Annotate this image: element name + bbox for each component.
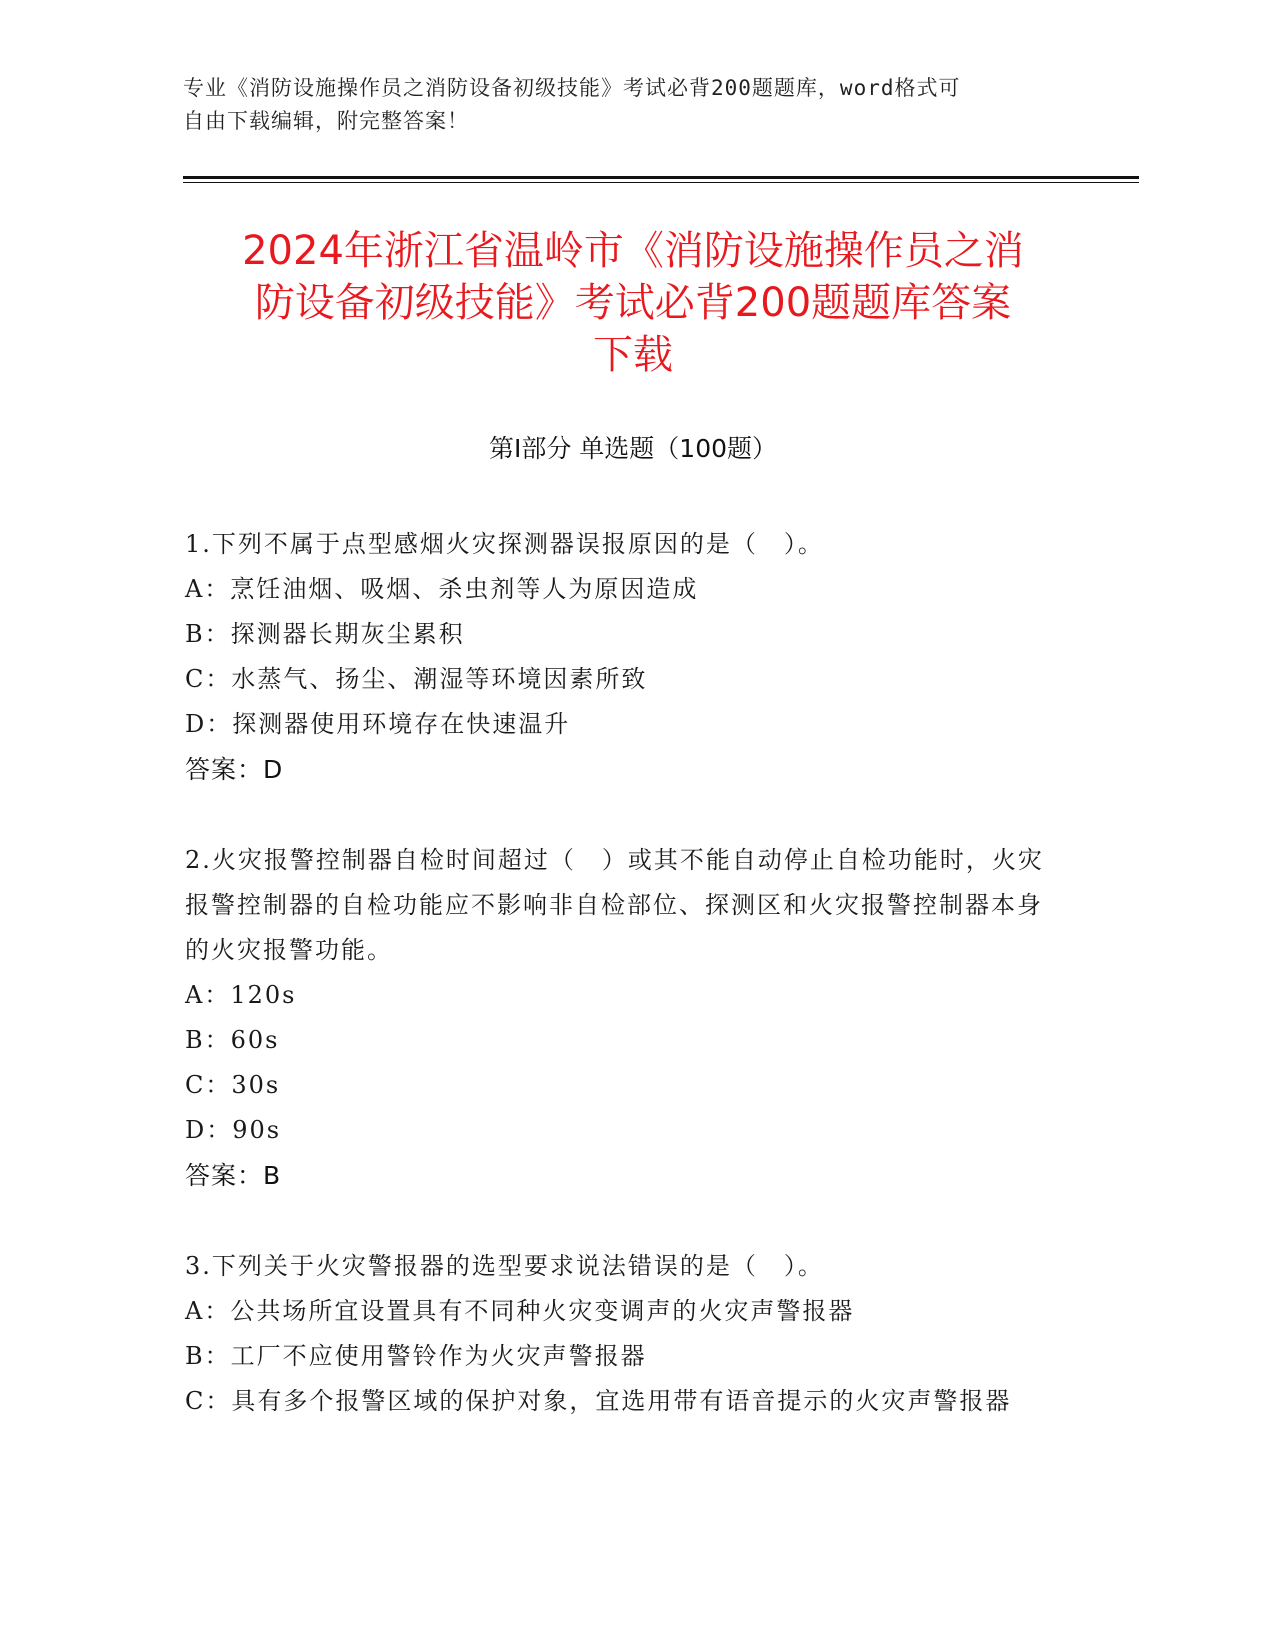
question-list	[185, 522, 1065, 1470]
option-a: A：120s	[185, 981, 297, 1009]
section-heading: 第Ⅰ部分 单选题（100题）	[488, 434, 778, 463]
question-1	[185, 522, 1065, 792]
option-c: C：水蒸气、扬尘、潮湿等环境因素所致	[185, 665, 648, 693]
answer-label: 答案：B	[185, 1161, 282, 1190]
document-title	[183, 225, 1083, 381]
header-note	[183, 72, 1063, 138]
option-b: B：探测器长期灰尘累积	[185, 620, 465, 648]
question-stem: 2.火灾报警控制器自检时间超过（ ）或其不能自动停止自检功能时，火灾报警控制器的自检功能应不影响非自检部位、探测区和火灾报警控制器本身的火灾报警功能。	[185, 846, 1044, 964]
question-3	[185, 1244, 1065, 1424]
header-divider-thin	[183, 182, 1139, 183]
option-d: D：探测器使用环境存在快速温升	[185, 710, 571, 738]
option-a: A：公共场所宜设置具有不同种火灾变调声的火灾声警报器	[185, 1297, 855, 1325]
answer-label: 答案：D	[185, 755, 284, 784]
option-b: B：工厂不应使用警铃作为火灾声警报器	[185, 1342, 647, 1370]
header-divider-thick	[183, 176, 1139, 179]
option-c: C：30s	[185, 1071, 281, 1099]
option-a: A：烹饪油烟、吸烟、杀虫剂等人为原因造成	[185, 575, 699, 603]
header-note-line-1: 专业《消防设施操作员之消防设备初级技能》考试必背200题题库，word格式可	[183, 76, 961, 100]
question-2	[185, 838, 1065, 1198]
question-stem: 1.下列不属于点型感烟火灾探测器误报原因的是（ ）。	[185, 530, 824, 558]
option-c: C：具有多个报警区域的保护对象，宜选用带有语音提示的火灾声警报器	[185, 1387, 1012, 1415]
document-title-line-3: 下载	[593, 332, 673, 378]
option-d: D：90s	[185, 1116, 282, 1144]
option-b: B：60s	[185, 1026, 280, 1054]
header-note-line-2: 自由下载编辑，附完整答案！	[183, 109, 469, 133]
question-stem: 3.下列关于火灾警报器的选型要求说法错误的是（ ）。	[185, 1252, 824, 1280]
document-title-line-1: 2024年浙江省温岭市《消防设施操作员之消	[242, 228, 1024, 274]
document-title-line-2: 防设备初级技能》考试必背200题题库答案	[254, 280, 1012, 326]
